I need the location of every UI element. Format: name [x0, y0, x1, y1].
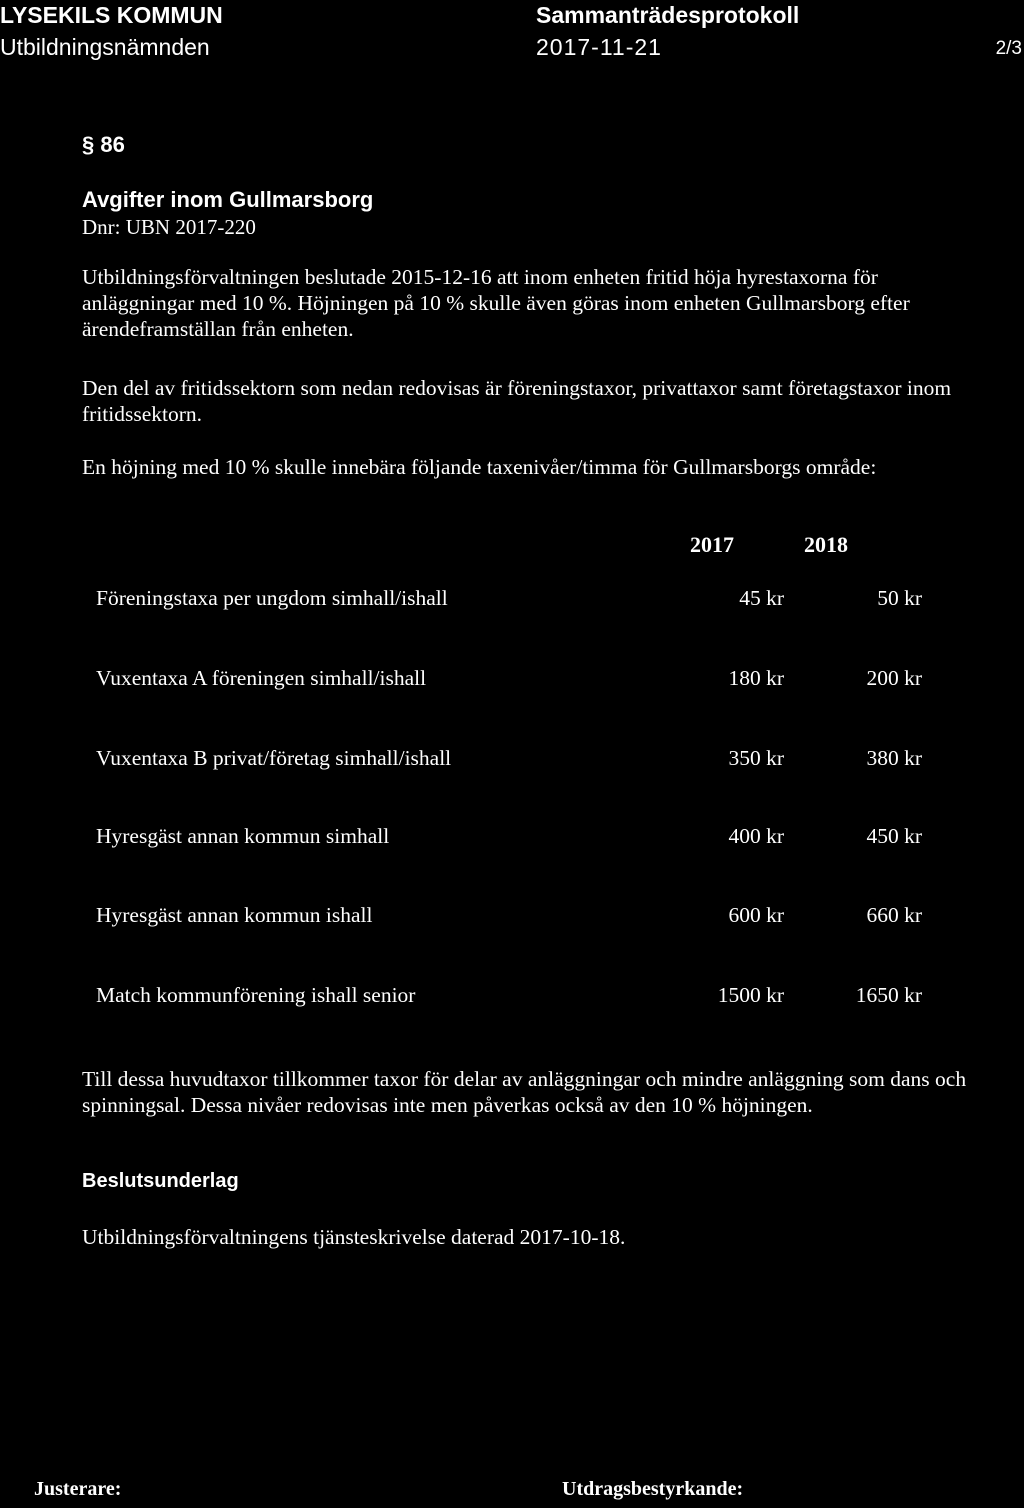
- fee-label: Hyresgäst annan kommun simhall: [96, 824, 390, 848]
- paragraph-increase: En höjning med 10 % skulle innebära följande taxenivåer/timma för Gullmarsborgs område:: [82, 455, 877, 479]
- fee-2017: 180 kr: [728, 666, 784, 690]
- fee-label: Match kommunförening ishall senior: [96, 983, 416, 1007]
- fee-row: [0, 746, 1024, 776]
- fee-label: Föreningstaxa per ungdom simhall/ishall: [96, 586, 448, 610]
- paragraph-background: Utbildningsförvaltningen beslutade 2015-12-16 att inom enheten fritid höja hyrestaxorna för anläggningar med 10 %. Höjningen på 10 % skulle även göras inom enheten Gullmarsborg efter ärendeframställan från enheten.: [82, 265, 910, 341]
- fee-row: [0, 586, 1024, 616]
- fee-row: [0, 983, 1024, 1013]
- fee-label: Hyresgäst annan kommun ishall: [96, 903, 373, 927]
- beslutsunderlag-text: Utbildningsförvaltningens tjänsteskrivelse daterad 2017-10-18.: [82, 1225, 626, 1249]
- paragraph-number: § 86: [82, 132, 125, 157]
- footer-justerare: Justerare:: [34, 1478, 122, 1500]
- document-type: Sammanträdesprotokoll: [536, 2, 800, 28]
- fee-2017: 400 kr: [728, 824, 784, 848]
- fee-2017: 45 kr: [739, 586, 784, 610]
- meeting-date: 2017-11-21: [536, 34, 662, 60]
- page-number: 2/3: [995, 38, 1022, 59]
- section-title: Avgifter inom Gullmarsborg: [82, 187, 374, 212]
- fee-2018: 1650 kr: [855, 983, 922, 1007]
- footer-utdragsbestyrkande: Utdragsbestyrkande:: [562, 1478, 744, 1500]
- fee-row: [0, 824, 1024, 854]
- fee-label: Vuxentaxa B privat/företag simhall/ishall: [96, 746, 452, 770]
- fee-2017: 1500 kr: [717, 983, 784, 1007]
- fee-row: [0, 903, 1024, 933]
- department-name: Utbildningsnämnden: [0, 34, 210, 60]
- fee-row: [0, 666, 1024, 696]
- fee-2018: 450 kr: [866, 824, 922, 848]
- paragraph-additional-fees: Till dessa huvudtaxor tillkommer taxor för delar av anläggningar och mindre anläggning som dans och spinningsal. Dessa nivåer redovisas inte men påverkas också av den 10 % höjningen.: [82, 1067, 967, 1117]
- organization-name: LYSEKILS KOMMUN: [0, 2, 223, 28]
- fee-2018: 50 kr: [877, 586, 922, 610]
- case-number: Dnr: UBN 2017-220: [82, 215, 256, 239]
- year-header-2018: 2018: [804, 532, 848, 557]
- fee-label: Vuxentaxa A föreningen simhall/ishall: [96, 666, 427, 690]
- fee-2018: 660 kr: [866, 903, 922, 927]
- paragraph-scope: Den del av fritidssektorn som nedan redovisas är föreningstaxor, privattaxor samt företagstaxor inom fritidssektorn.: [82, 376, 952, 426]
- fee-2017: 350 kr: [728, 746, 784, 770]
- fee-2017: 600 kr: [728, 903, 784, 927]
- fee-2018: 200 kr: [866, 666, 922, 690]
- year-header-2017: 2017: [690, 532, 734, 557]
- beslutsunderlag-heading: Beslutsunderlag: [82, 1170, 239, 1192]
- fee-2018: 380 kr: [866, 746, 922, 770]
